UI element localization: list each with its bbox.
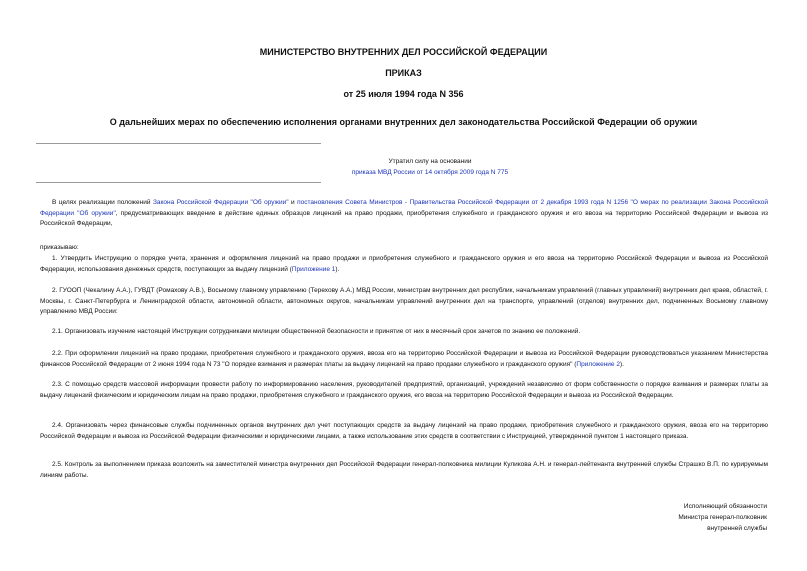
paragraph-2-3-text: 2.3. С помощью средств массовой информации провести работу по информированию населения, руководителей предприятий, организаций, учреждений независимо от форм собственности о порядке взимания и размерах платы за выдачу лицензий физическим и юридическим лицам на право продажи, приобретения служебного и гражданского оружия, его ввоза на территорию Российской Федерации и вывоза из Российской Федерации. [40,381,768,399]
law-on-weapons-link[interactable]: Закона Российской Федерации "Об оружии" [152,199,289,206]
intro-text-3: , предусматривающих введение в действие единых образцов лицензий на право продажи, приобретения служебного и гражданского оружия и его ввоза на территорию Российской Федерации и вывоза из Российской Федерации, [40,209,768,227]
paragraph-1 [40,254,768,275]
status-note-link[interactable]: приказа МВД России от 14 октября 2009 года N 775 [351,169,509,176]
paragraph-2-5-text: 2.5. Контроль за выполнением приказа возложить на заместителей министра внутренних дел Российской Федерации генерал-полковника милиции Куликова А.Н. и генерал-лейтенанта внутренней службы Страшко В.П. по курируемым линиям работы. [40,461,768,479]
intro-paragraph [40,198,768,230]
paragraph-2-2 [40,349,768,370]
paragraph-2 [40,286,768,318]
paragraph-2-2-tail: ). [619,360,624,368]
signature-line-1: Исполняющий обязанности [683,503,767,510]
government-decree-link[interactable]: постановления Совета Министров - Правительства Российской Федерации от 2 декабря 1993 года N 1256 "О мерах по реализации Закона Российской Федерации "Об оружии" [40,199,769,217]
paragraph-2-text: 2. ГУООП (Чекалину А.А.), ГУВДТ (Ромахову А.В.), Восьмому главному управлению (Терехову А.А.) МВД России, министрам внутренних дел республик, начальникам управлений (главных управлений) внутренних дел краев, областей, г. Москвы, г. Санкт-Петербурга и Ленинградской области, автономной области, автономных округов, начальникам управлений внутренних дел на транспорте, управлений (отделов) внутренних дел, подчиненных Восьмому главному управлению МВД России: [40,287,768,315]
paragraph-1-tail: ). [335,265,340,273]
paragraph-2-1 [40,327,768,338]
paragraph-2-4-text: 2.4. Организовать через финансовые службы подчиненных органов внутренних дел учет поступающих средств за выдачу лицензий на право продажи, приобретения служебного и гражданского оружия, ввоза его на территорию Российской Федерации и вывоза из Российской Федерации физическими и юридическими лицами, а также использование этих средств в соответствии с Инструкцией, утвержденной пунктом 1 настоящего приказа. [40,422,768,440]
document-date-number: от 25 июля 1994 года N 356 [343,89,464,99]
appendix-2-link[interactable]: Приложение 2 [576,360,620,368]
intro-text-1: В целях реализации положений [52,199,153,206]
divider-top [36,143,321,144]
paragraph-2-5 [40,460,768,481]
paragraph-2-3 [40,380,768,401]
document-type: ПРИКАЗ [385,68,422,78]
order-word: приказываю: [40,244,79,251]
intro-text-2: и [288,199,298,206]
paragraph-1-text: 1. Утвердить Инструкцию о порядке учета, хранения и оформления лицензий на право продажи и приобретения служебного и гражданского оружия и его ввоза на территорию Российской Федерации и вывоза из Российской Федерации, использования денежных средств, поступающих за выдачу лицензий ( [40,255,768,273]
divider-bottom [36,182,321,183]
document-subject: О дальнейших мерах по обеспечению исполнения органами внутренних дел законодательства Российской Федерации об оружии [109,117,698,127]
paragraph-2-2-text: 2.2. При оформлении лицензий на право продажи, приобретения служебного и гражданского оружия, ввоза его на территорию Российской Федерации и вывоза из Российской Федерации руководствоваться указанием Министерства финансов Российской Федерации от 2 июня 1994 года N 73 "О порядке взимания и размерах платы за выдачу лицензий на право продажи служебного и гражданского оружия" ( [40,350,768,368]
ministry-title: МИНИСТЕРСТВО ВНУТРЕННИХ ДЕЛ РОССИЙСКОЙ ФЕДЕРАЦИИ [259,47,548,57]
signature-line-3: внутренней службы [707,525,767,532]
signature-line-2: Министра генерал-полковник [678,514,767,521]
status-note-text: Утратил силу на основании [388,158,472,165]
paragraph-2-4 [40,421,768,442]
appendix-1-link[interactable]: Приложение 1 [291,265,336,273]
paragraph-2-1-text: 2.1. Организовать изучение настоящей Инструкции сотрудниками милиции общественной безопасности и принятие от них в месячный срок зачетов по знанию ее положений. [52,328,581,335]
